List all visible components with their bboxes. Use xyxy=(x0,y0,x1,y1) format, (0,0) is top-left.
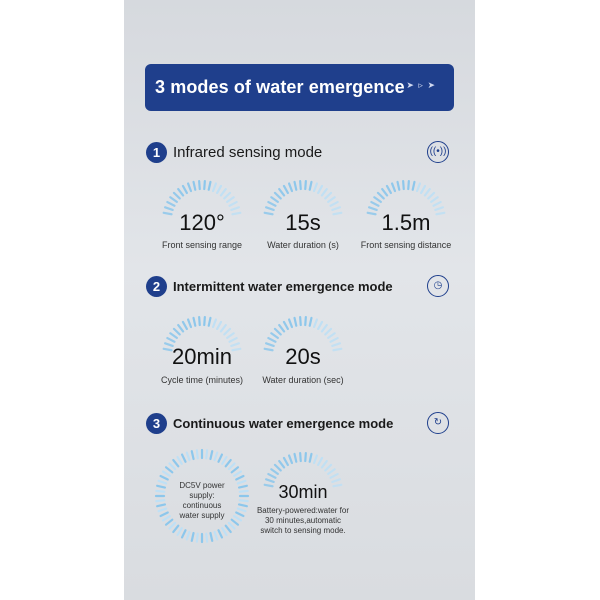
ring-tick xyxy=(222,528,226,535)
ring-tick xyxy=(232,520,238,525)
ring-tick xyxy=(182,455,185,462)
gauge-tick xyxy=(314,456,317,463)
gauge-value: 30min xyxy=(278,482,328,502)
mode-number: 3 xyxy=(146,413,167,434)
gauge-tick xyxy=(331,338,338,342)
ring-tick xyxy=(236,476,243,479)
gauge-tick xyxy=(174,193,180,199)
gauge-tick xyxy=(213,184,216,191)
ring-tick xyxy=(173,460,178,466)
gauge-tick xyxy=(268,474,275,478)
ring-tick xyxy=(163,472,170,476)
ring-tick xyxy=(210,533,212,541)
gauge-tick xyxy=(328,197,334,202)
gauge-label: Water duration (s) xyxy=(267,240,339,250)
gauge-tick xyxy=(221,189,226,195)
gauge-tick xyxy=(328,469,334,474)
mode-number: 2 xyxy=(146,276,167,297)
ring-tick xyxy=(215,532,218,540)
gauge-tick xyxy=(382,189,387,195)
gauge-tick xyxy=(188,320,191,327)
ring-tick xyxy=(234,516,241,520)
ring-tick xyxy=(234,472,241,476)
gauge-label: Cycle time (minutes) xyxy=(160,375,243,385)
gauge-tick xyxy=(217,186,221,193)
gauge-tick xyxy=(227,333,233,338)
product-panel xyxy=(124,0,475,600)
gauge-value: 120° xyxy=(179,210,225,235)
gauge-tick xyxy=(322,189,327,195)
gauge-tick xyxy=(431,197,437,202)
ring-tick xyxy=(218,455,221,462)
mode-title: Infrared sensing mode xyxy=(173,144,323,161)
gauge-tick xyxy=(217,322,221,329)
gauge-tick xyxy=(183,322,187,329)
gauge-tick xyxy=(275,329,281,335)
ring-tick xyxy=(240,500,248,501)
gauge-tick xyxy=(300,317,301,325)
ring-tick xyxy=(187,453,190,461)
ring-tick xyxy=(169,523,175,529)
circle-text: DC5V power supply: continuous water supply xyxy=(179,481,225,520)
ring-tick xyxy=(218,530,221,537)
gauge-tick xyxy=(325,465,331,471)
gauge-value: 20min xyxy=(172,344,232,369)
gauge-label: Front sensing distance xyxy=(360,240,452,250)
ring-tick xyxy=(192,533,194,541)
ring-tick xyxy=(192,451,194,459)
gauge-label: Water duration (sec) xyxy=(262,375,344,385)
ring-tick xyxy=(215,453,218,461)
gauge-tick xyxy=(199,181,200,189)
ring-tick xyxy=(156,491,164,492)
gauge-tick xyxy=(268,338,275,342)
gauge-tick xyxy=(387,186,391,193)
gauge-tick xyxy=(374,197,380,202)
gauge-tick xyxy=(398,182,400,190)
refresh-cycle-icon: ↻ xyxy=(427,412,449,434)
gauge-tick xyxy=(268,202,275,206)
gauge-tick xyxy=(284,458,288,465)
ring-tick xyxy=(166,467,172,472)
ring-tick xyxy=(210,451,212,459)
gauge-tick xyxy=(318,458,322,465)
gauge-tick xyxy=(434,202,441,206)
gauge-tick xyxy=(310,182,312,190)
gauge-tick xyxy=(279,461,284,467)
gauge-tick xyxy=(204,181,205,189)
ring-tick xyxy=(182,530,185,537)
ring-tick xyxy=(229,523,235,529)
gauge-tick xyxy=(325,193,331,199)
gauge-tick xyxy=(318,186,322,193)
arrows-icon: ➤ ▹ ➤ xyxy=(406,80,436,90)
gauge-tick xyxy=(322,461,327,467)
mode-title: Continuous water emergence mode xyxy=(173,416,394,431)
gauge-tick xyxy=(305,453,306,461)
gauge-tick xyxy=(295,454,297,462)
gauge-tick xyxy=(178,189,183,195)
gauge-tick xyxy=(331,474,338,478)
gauge-tick xyxy=(170,197,176,202)
gauge-tick xyxy=(289,184,292,191)
ring-tick xyxy=(187,532,190,540)
gauge-tick xyxy=(392,184,395,191)
gauge-continuous-supply xyxy=(154,448,250,544)
ring-tick xyxy=(156,500,164,501)
gauge-tick xyxy=(371,202,378,206)
ring-tick xyxy=(178,528,182,535)
gauge-value: 15s xyxy=(285,210,321,235)
ring-tick xyxy=(157,486,165,488)
ring-tick xyxy=(226,460,231,466)
gauge-tick xyxy=(417,184,420,191)
gauge-tick xyxy=(314,184,317,191)
gauge-tick xyxy=(188,184,191,191)
gauge-tick xyxy=(204,317,205,325)
gauge-tick xyxy=(227,197,233,202)
gauge-tick xyxy=(224,193,230,199)
ring-tick xyxy=(239,486,247,488)
ring-tick xyxy=(173,526,178,532)
gauge-tick xyxy=(284,186,288,193)
mode-number: 1 xyxy=(146,142,167,163)
gauge-tick xyxy=(170,333,176,338)
ring-tick xyxy=(159,481,167,484)
ring-tick xyxy=(161,476,168,479)
ring-tick xyxy=(163,516,170,520)
clock-icon: ◷ xyxy=(427,275,449,297)
ring-tick xyxy=(197,534,198,542)
gauge-value: 1.5m xyxy=(381,210,431,235)
gauge-tick xyxy=(209,318,211,326)
gauge-tick xyxy=(328,333,334,338)
gauge-tick xyxy=(310,318,312,326)
gauge-tick xyxy=(413,182,415,190)
ring-tick xyxy=(226,526,231,532)
gauge-tick xyxy=(314,320,317,327)
gauge-tick xyxy=(425,189,430,195)
gauge-tick xyxy=(378,193,384,199)
mode-1-heading xyxy=(146,142,451,166)
gauge-tick xyxy=(318,322,322,329)
ring-tick xyxy=(232,467,238,472)
gauge-tick xyxy=(199,317,200,325)
gauge-tick xyxy=(403,181,404,189)
gauge-tick xyxy=(213,320,216,327)
gauge-tick xyxy=(295,318,297,326)
gauge-tick xyxy=(325,329,331,335)
ring-tick xyxy=(161,512,168,515)
gauge-tick xyxy=(224,329,230,335)
gauge-tick xyxy=(331,202,338,206)
ring-tick xyxy=(222,457,226,464)
gauge-tick xyxy=(310,454,312,462)
ring-tick xyxy=(240,491,248,492)
gauge-tick xyxy=(167,338,174,342)
gauge-tick xyxy=(289,320,292,327)
gauge-tick xyxy=(300,453,301,461)
mode-title: Intermittent water emergence mode xyxy=(173,279,393,294)
gauge-tick xyxy=(275,193,281,199)
gauge-tick xyxy=(305,317,306,325)
gauge-tick xyxy=(421,186,425,193)
gauge-tick xyxy=(209,182,211,190)
gauge-tick xyxy=(284,322,288,329)
section-header xyxy=(145,64,454,111)
gauge-tick xyxy=(428,193,434,199)
gauge-tick xyxy=(295,182,297,190)
gauge-tick xyxy=(275,465,281,471)
gauge-tick xyxy=(230,202,237,206)
ring-tick xyxy=(206,450,207,458)
ring-tick xyxy=(239,504,247,506)
gauge-tick xyxy=(300,181,301,189)
ring-tick xyxy=(236,512,243,515)
gauge-tick xyxy=(221,325,226,331)
gauge-tick xyxy=(230,338,237,342)
ring-tick xyxy=(169,463,175,469)
ring-tick xyxy=(206,534,207,542)
ring-tick xyxy=(159,509,167,512)
ring-tick xyxy=(229,463,235,469)
header-title: 3 modes of water emergence xyxy=(155,77,405,97)
gauge-tick xyxy=(322,325,327,331)
ring-tick xyxy=(238,481,246,484)
gauge-tick xyxy=(279,325,284,331)
gauge-tick xyxy=(167,202,174,206)
gauge-tick xyxy=(271,333,277,338)
gauge-label: Front sensing range xyxy=(161,240,243,250)
ring-tick xyxy=(178,457,182,464)
gauge-tick xyxy=(289,456,292,463)
gauge-tick xyxy=(408,181,409,189)
gauge-tick xyxy=(174,329,180,335)
gauge-tick xyxy=(194,318,196,326)
gauge-tick xyxy=(271,197,277,202)
gauge-tick xyxy=(194,182,196,190)
ring-tick xyxy=(157,504,165,506)
gauge-label: Battery-powered:water for 30 minutes,automatic switch to sensing mode. xyxy=(256,506,350,535)
ring-tick xyxy=(197,450,198,458)
gauge-tick xyxy=(279,189,284,195)
wireless-signal-icon: ((•)) xyxy=(427,141,449,163)
gauge-tick xyxy=(305,181,306,189)
mode-3-heading xyxy=(146,413,451,437)
gauge-tick xyxy=(183,186,187,193)
gauge-tick xyxy=(178,325,183,331)
ring-tick xyxy=(238,509,246,512)
gauge-tick xyxy=(271,469,277,474)
mode-2-heading xyxy=(146,276,451,300)
gauge-value: 20s xyxy=(285,344,321,369)
